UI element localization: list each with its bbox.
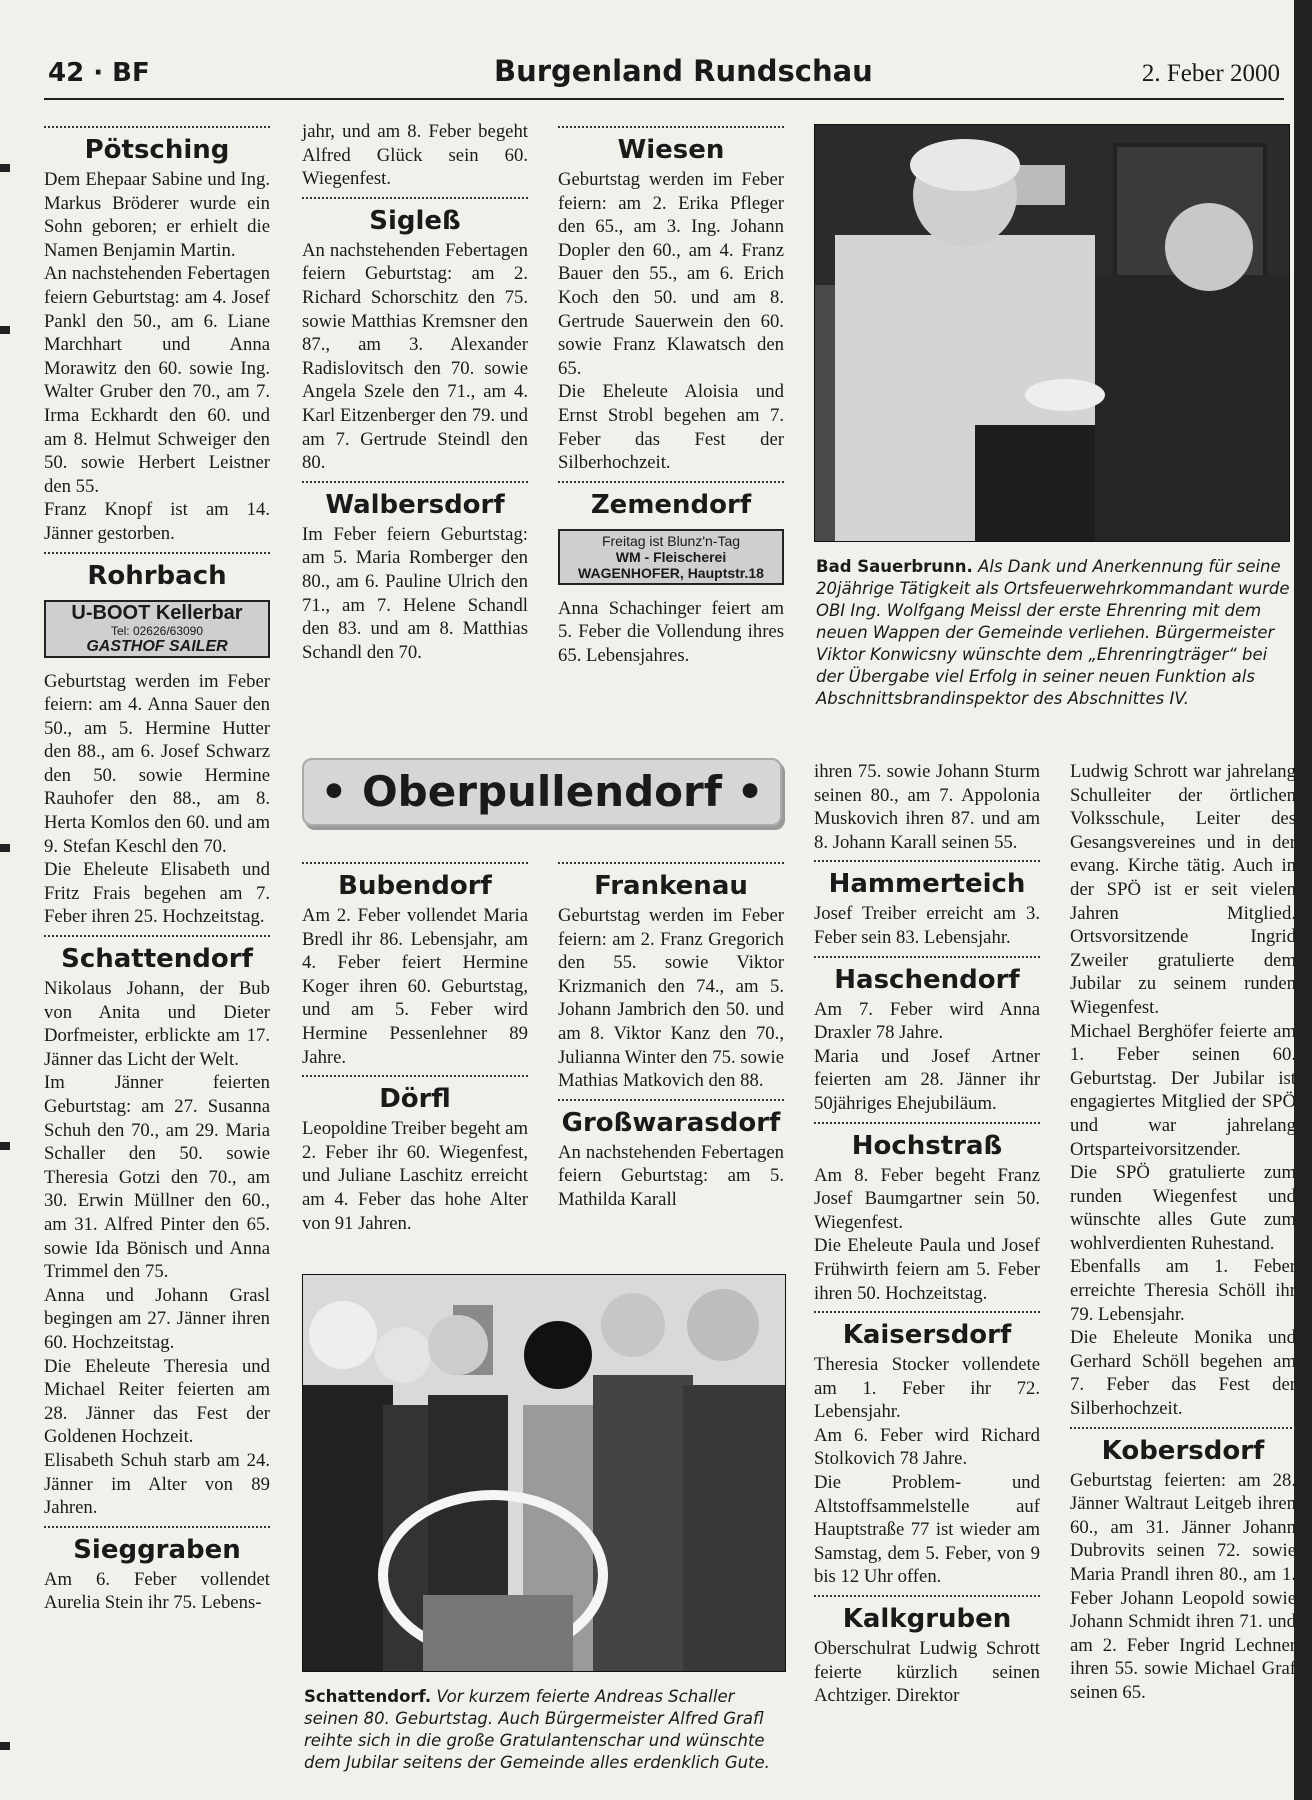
- photo-caption: [304, 1686, 788, 1774]
- ad-line: U-BOOT Kellerbar: [71, 601, 243, 624]
- section-title: Haschendorf: [834, 964, 1020, 995]
- section-schattendorf: [44, 935, 270, 1520]
- section-kaisersdorf: [814, 1311, 1040, 1589]
- ad-line: Freitag ist Blunz'n-Tag: [601, 532, 741, 549]
- photo-geburtstagsfeier: [302, 1274, 786, 1672]
- article-text: Theresia Stocker vollendete am 1. Feber ihr 72. Lebensjahr.: [814, 1354, 1040, 1423]
- article-text: Am 2. Feber vollendet Maria Bredl ihr 86. Lebensjahr, am 4. Feber feiert Hermine Koger ihren 60. Geburtstag, und am 5. Feber wird Hermine Pessenlehner 89 Jahre.: [302, 905, 528, 1068]
- section-rohrbach: [44, 552, 270, 930]
- section-kalkgruben: [814, 1595, 1040, 1708]
- scan-mark: [0, 1142, 10, 1150]
- article-text: Die Eheleute Theresia und Michael Reiter feierten am 28. Jänner das Fest der Goldenen Hochzeit.: [44, 1355, 270, 1448]
- section-sigless: [302, 197, 528, 475]
- section-title: Großwarasdorf: [561, 1107, 781, 1138]
- column-3-top: [558, 126, 784, 668]
- caption-location: Bad Sauerbrunn.: [816, 557, 973, 576]
- ad-line: Tel: 02626/63090: [110, 623, 204, 638]
- section-title: Kaisersdorf: [842, 1320, 1012, 1351]
- caption-text: Vor kurzem feierte Andreas Schaller seinen 80. Geburtstag. Auch Bürgermeister Alfred Grafl reihte sich in die große Gratulantenschar und wünschte dem Jubilar seitens der Gemeinde alles erdenklich Gute.: [304, 1687, 770, 1772]
- article-text: Michael Berghöfer feierte am 1. Feber seinen 60. Geburtstag. Der Jubilar ist engagiertes Mitglied der SPÖ und war jahrelang Ortsparteivorsitzender.: [1070, 1020, 1296, 1160]
- caption-location: Schattendorf.: [304, 1687, 432, 1706]
- article-text: Josef Treiber erreicht am 3. Feber sein 83. Lebensjahr.: [814, 903, 1040, 948]
- article-text: Die Eheleute Aloisia und Ernst Strobl begehen am 7. Feber das Fest der Silberhochzeit.: [558, 381, 784, 474]
- section-title: Hochstraß: [851, 1130, 1003, 1161]
- photo-ehrenring-uebergabe: [814, 124, 1290, 542]
- article-text: Geburtstag feierten: am 28. Jänner Waltraut Leitgeb ihren 60., am 31. Jänner Johann Dubrovits seinen 72. sowie Maria Prandl ihren 80., am 1. Feber Johann Leopold sowie Johann Schmidt ihren 71. und am 2. Feber Ingrid Lechner ihren 55. sowie Michael Graf seinen 65.: [1070, 1469, 1296, 1703]
- article-text: Geburtstag werden im Feber feiern: am 4. Anna Sauer den 50., am 5. Hermine Hutter den 88., am 6. Josef Schwarz den 50. sowie Hermine Rauhofer den 88., am 8. Herta Komlos den 60. und am 9. Stefan Keschl den 70.: [44, 670, 270, 857]
- page-header: [44, 52, 1284, 100]
- column-4: [814, 760, 1040, 1708]
- article-text: Die SPÖ gratulierte zum runden Wiegenfest und wünschte alles Gute zum wohlverdienten Ruhestand.: [1070, 1162, 1296, 1254]
- section-title: Schattendorf: [61, 944, 253, 975]
- advertisement-fleischerei: [558, 529, 784, 585]
- section-title: Sigleß: [369, 205, 461, 236]
- section-title: Bubendorf: [338, 871, 492, 901]
- page-number: 42 · BF: [48, 58, 150, 88]
- section-kobersdorf: [1070, 1427, 1296, 1705]
- section-wiesen: [558, 126, 784, 475]
- section-title: Zemendorf: [590, 489, 752, 520]
- newspaper-title: Burgenland Rundschau: [494, 54, 873, 88]
- article-text: An nachstehenden Febertagen feiern Geburtstag: am 5. Mathilda Karall: [558, 1141, 784, 1210]
- article-text: Anna Schachinger feiert am 5. Feber die Vollendung ihres 65. Lebensjahres.: [558, 597, 784, 666]
- article-text: Die Eheleute Elisabeth und Fritz Frais begehen am 7. Feber ihren 25. Hochzeitstag.: [44, 859, 270, 928]
- article-text: Elisabeth Schuh starb am 24. Jänner im Alter von 89 Jahren.: [44, 1449, 270, 1519]
- article-text: Anna und Johann Grasl begingen am 27. Jänner ihren 60. Hochzeitstag.: [44, 1284, 270, 1353]
- article-text: An nachstehenden Febertagen feiern Geburtstag: am 4. Josef Pankl den 50., am 6. Liane Marchhart und Anna Morawitz den 60. sowie Ing. Walter Gruber den 70., am 7. Irma Eckhardt den 60. und am 8. Helmut Schweiger den 50. sowie Herbert Leistner den 55.: [44, 263, 270, 497]
- article-text: Die Eheleute Paula und Josef Frühwirth feiern am 5. Feber ihren 50. Hochzeitstag.: [814, 1235, 1040, 1304]
- section-title: Hammerteich: [828, 869, 1026, 900]
- article-text: ihren 75. sowie Johann Sturm seinen 80., am 7. Appolonia Muskovich ihren 87. und am 8. Johann Karall seinen 55.: [814, 761, 1040, 853]
- article-text: Am 6. Feber vollendet Aurelia Stein ihr 75. Lebens-: [44, 1568, 270, 1614]
- article-text: jahr, und am 8. Feber begeht Alfred Glück sein 60. Wiegenfest.: [302, 121, 528, 190]
- section-title: Sieggraben: [73, 1534, 241, 1565]
- section-title: Frankenau: [594, 871, 748, 901]
- article-text: Dem Ehepaar Sabine und Ing. Markus Bröderer wurde ein Sohn geboren; er erhielt die Namen Benjamin Martin.: [44, 169, 270, 261]
- section-title: Dörfl: [379, 1084, 451, 1115]
- column-1: [44, 126, 270, 1615]
- issue-date: 2. Feber 2000: [1141, 60, 1280, 87]
- section-grosswarasdorf: [558, 1099, 784, 1212]
- section-title: Kalkgruben: [842, 1604, 1012, 1635]
- section-zemendorf: [558, 481, 784, 668]
- column-5: [1070, 760, 1296, 1705]
- article-text: Im Feber feiern Geburtstag: am 5. Maria Romberger den 80., am 6. Pauline Ulrich den 71., am 7. Helene Schandl den 83. und am 8. Matthias Schandl den 70.: [302, 523, 528, 663]
- section-title: Rohrbach: [87, 560, 227, 591]
- article-text: Nikolaus Johann, der Bub von Anita und Dieter Dorfmeister, erblickte am 17. Jänner das Licht der Welt.: [44, 978, 270, 1070]
- article-text: Ludwig Schrott war jahrelang Schulleiter der örtlichen Volksschule, Leiter des Gesangsvereines und in der evang. Kirche tätig. Auch in der SPÖ ist er seit vielen Jahren Mitglied. Ortsvorsitzende Ingrid Zweiler gratulierte dem Jubilar zu seinem runden Wiegenfest.: [1070, 761, 1296, 1018]
- article-text: Die Problem- und Altstoffsammelstelle auf Hauptstraße 77 ist wieder am Samstag, dem 5. Feber, von 9 bis 12 Uhr offen.: [814, 1472, 1040, 1588]
- ad-line: GASTHOF SAILER: [86, 637, 228, 655]
- section-hochstrass: [814, 1122, 1040, 1306]
- article-text: Franz Knopf ist am 14. Jänner gestorben.: [44, 499, 270, 544]
- section-walbersdorf: [302, 481, 528, 665]
- scan-mark: [0, 844, 10, 852]
- article-text: Geburtstag werden im Feber feiern: am 2. Erika Pfleger den 65., am 3. Ing. Johann Dopler den 60., am 4. Franz Bauer den 55., am 6. Erich Koch den 50. und am 8. Gertrude Sauerwein den 60. sowie Franz Klawatsch den 65.: [558, 169, 784, 379]
- section-frankenau: [558, 862, 784, 1093]
- section-title: Pötsching: [84, 135, 230, 165]
- photo-caption: [816, 556, 1294, 710]
- photo-illustration: [303, 1275, 785, 1671]
- column-2-top: [302, 120, 528, 664]
- article-text: Im Jänner feierten Geburtstag: am 27. Susanna Schuh den 70., am 29. Maria Schaller den 50. sowie Theresia Gotzi den 70., am 30. Erwin Müllner den 60., am 31. Alfred Pinter den 65. sowie Ida Bönisch und Anna Trimmel den 75.: [44, 1072, 270, 1283]
- ad-line: WAGENHOFER, Hauptstr.18: [578, 564, 764, 581]
- article-text: Am 7. Feber wird Anna Draxler 78 Jahre.: [814, 998, 1040, 1044]
- advertisement-kellerbar: [44, 600, 270, 658]
- section-hammerteich: [814, 860, 1040, 949]
- section-title: Walbersdorf: [325, 489, 505, 520]
- section-bubendorf: [302, 862, 528, 1069]
- section-sieggraben: [44, 1526, 270, 1615]
- article-text: Die Eheleute Monika und Gerhard Schöll begehen am 7. Feber das Fest der Silberhochzeit.: [1070, 1327, 1296, 1420]
- scan-mark: [0, 326, 10, 334]
- article-text: Oberschulrat Ludwig Schrott feierte kürzlich seinen Achtziger. Direktor: [814, 1638, 1040, 1707]
- article-text: Am 8. Feber begeht Franz Josef Baumgartner sein 50. Wiegenfest.: [814, 1164, 1040, 1233]
- ad-line: WM - Fleischerei: [615, 548, 727, 565]
- column-3-bottom: [558, 862, 784, 1212]
- scan-mark: [0, 164, 10, 172]
- binding-edge: [1294, 0, 1312, 1800]
- article-text: An nachstehenden Febertagen feiern Geburtstag: am 2. Richard Schorschitz den 75. sowie Matthias Kremsner den 87., am 3. Alexander Radislovitsch den 70. sowie Angela Szele den 71., am 4. Karl Eitzenberger den 79. und am 7. Gertrude Steindl den 80.: [302, 239, 528, 474]
- scan-mark: [0, 1742, 10, 1750]
- caption-text: Als Dank und Anerkennung für seine 20jährige Tätigkeit als Ortsfeuerwehrkommandant wurde OBI Ing. Wolfgang Meissl der erste Ehrenring mit dem neuen Wappen der Gemeinde verliehen. Bürgermeister Viktor Konwicsny wünschte dem „Ehrenringträger“ bei der Übergabe viel Erfolg in seiner neuen Funktion als Abschnittsbrandinspektor des Abschnittes IV.: [816, 557, 1290, 708]
- article-text: Ebenfalls am 1. Feber erreichte Theresia Schöll ihr 79. Lebensjahr.: [1070, 1256, 1296, 1325]
- section-poettsching: [44, 126, 270, 546]
- column-2-bottom: [302, 862, 528, 1235]
- region-banner: • Oberpullendorf •: [302, 758, 782, 826]
- section-haschendorf: [814, 956, 1040, 1116]
- article-text: Leopoldine Treiber begeht am 2. Feber ihr 60. Wiegenfest, und Juliane Laschitz erreicht am 4. Feber das hohe Alter von 91 Jahren.: [302, 1118, 528, 1234]
- photo-illustration: [815, 125, 1289, 541]
- section-doerfl: [302, 1075, 528, 1235]
- article-text: Maria und Josef Artner feierten am 28. Jänner ihr 50jähriges Ehejubiläum.: [814, 1045, 1040, 1114]
- article-text: Geburtstag werden im Feber feiern: am 2. Franz Gregorich den 55. sowie Viktor Krizmanich den 74., am 5. Johann Jambrich den 50. und am 8. Viktor Kanz den 70., Julianna Winter den 75. sowie Mathias Matkovich den 88.: [558, 905, 784, 1092]
- section-title: Wiesen: [617, 135, 725, 165]
- article-text: Am 6. Feber wird Richard Stolkovich 78 Jahre.: [814, 1424, 1040, 1470]
- section-title: Kobersdorf: [1101, 1435, 1265, 1466]
